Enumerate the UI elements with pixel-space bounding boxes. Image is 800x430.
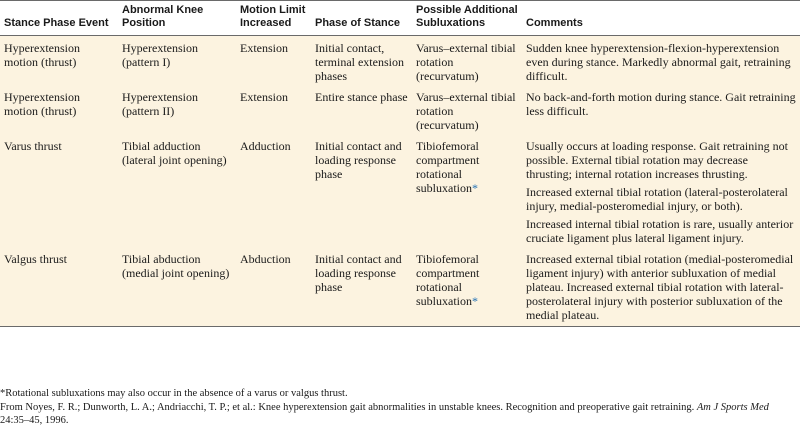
cell-comments bbox=[522, 85, 800, 134]
header-motion-limit-increased: Motion Limit Increased bbox=[236, 1, 311, 36]
cell-subluxation bbox=[412, 36, 522, 86]
asterisk-mark: * bbox=[472, 181, 478, 195]
comment-text: Increased external tibial rotation (lateral-posterolateral injury, medial-posteromedial injury, or both). bbox=[526, 185, 788, 213]
header-row bbox=[0, 1, 800, 36]
cell-position: Hyperextension (pattern II) bbox=[122, 90, 198, 118]
cell-position: Tibial adduction (lateral joint opening) bbox=[122, 139, 227, 167]
cell-motion: Adduction bbox=[240, 139, 291, 153]
cell-subluxation bbox=[412, 247, 522, 327]
cell-comments bbox=[522, 247, 800, 327]
cell-subluxation bbox=[412, 85, 522, 134]
header-abnormal-knee-position: Abnormal Knee Position bbox=[118, 1, 236, 36]
citation-text: From Noyes, F. R.; Dunworth, L. A.; Andriacchi, T. P.; et al.: Knee hyperextension gait abnormalities in unstable knees. Recognition and preoperative gait retraining. bbox=[0, 402, 697, 413]
subluxation-text: Varus–external tibial rotation (recurvatum) bbox=[416, 41, 516, 83]
asterisk-mark: * bbox=[472, 294, 478, 308]
footnote: *Rotational subluxations may also occur in the absence of a varus or valgus thrust. bbox=[0, 388, 348, 399]
comment-text: Increased internal tibial rotation is rare, usually anterior cruciate ligament plus lateral ligament injury. bbox=[526, 217, 794, 245]
cell-event: Hyperextension motion (thrust) bbox=[4, 90, 80, 118]
subluxation-text: Tibiofemoral compartment rotational subluxation bbox=[416, 252, 480, 308]
cell-comments bbox=[522, 134, 800, 247]
subluxation-text: Tibiofemoral compartment rotational subluxation bbox=[416, 139, 480, 195]
cell-subluxation bbox=[412, 134, 522, 247]
journal-name: Am J Sports Med bbox=[696, 402, 769, 413]
comment-text: Sudden knee hyperextension-flexion-hyperextension even during stance. Markedly abnormal gait, retraining difficult. bbox=[526, 41, 791, 83]
source-citation bbox=[0, 401, 800, 427]
cell-event: Valgus thrust bbox=[0, 247, 118, 327]
header-possible-additional-subluxations: Possible Additional Subluxations bbox=[412, 1, 522, 36]
comment-text: Usually occurs at loading response. Gait retraining not possible. External tibial rotation may decrease thrusting; internal rotation increases thrusting. bbox=[526, 139, 788, 181]
comment-text: Increased external tibial rotation (medial-posteromedial ligament injury) with anterior subluxation of medial plateau. Increased external tibial rotation with lateral-posterolateral injury with posterior subluxation of the medial plateau. bbox=[526, 252, 794, 322]
header-stance-phase-event: Stance Phase Event bbox=[0, 1, 118, 36]
cell-comments bbox=[522, 36, 800, 86]
header-phase-of-stance: Phase of Stance bbox=[311, 1, 412, 36]
cell-phase: Initial contact and loading response phase bbox=[315, 139, 402, 181]
cell-motion: Extension bbox=[240, 41, 288, 55]
cell-event: Varus thrust bbox=[4, 139, 62, 153]
table-row bbox=[0, 85, 800, 134]
cell-phase: Initial contact and loading response phase bbox=[311, 247, 412, 327]
table-row bbox=[0, 134, 800, 247]
subluxation-text: Varus–external tibial rotation (recurvatum) bbox=[416, 90, 516, 132]
cell-phase: Entire stance phase bbox=[315, 90, 408, 104]
table-footer bbox=[0, 387, 800, 428]
cell-motion: Extension bbox=[240, 90, 288, 104]
table-row bbox=[0, 36, 800, 86]
header-comments: Comments bbox=[522, 1, 800, 36]
cell-motion: Abduction bbox=[236, 247, 311, 327]
cell-position: Tibial abduction (medial joint opening) bbox=[118, 247, 236, 327]
comment-text: No back-and-forth motion during stance. Gait retraining less difficult. bbox=[526, 90, 796, 118]
cell-phase: Initial contact, terminal extension phases bbox=[315, 41, 404, 83]
cell-position: Hyperextension (pattern I) bbox=[122, 41, 198, 69]
citation-volume: 24:35–45, 1996. bbox=[0, 415, 69, 426]
table-row bbox=[0, 247, 800, 327]
cell-event: Hyperextension motion (thrust) bbox=[4, 41, 80, 69]
